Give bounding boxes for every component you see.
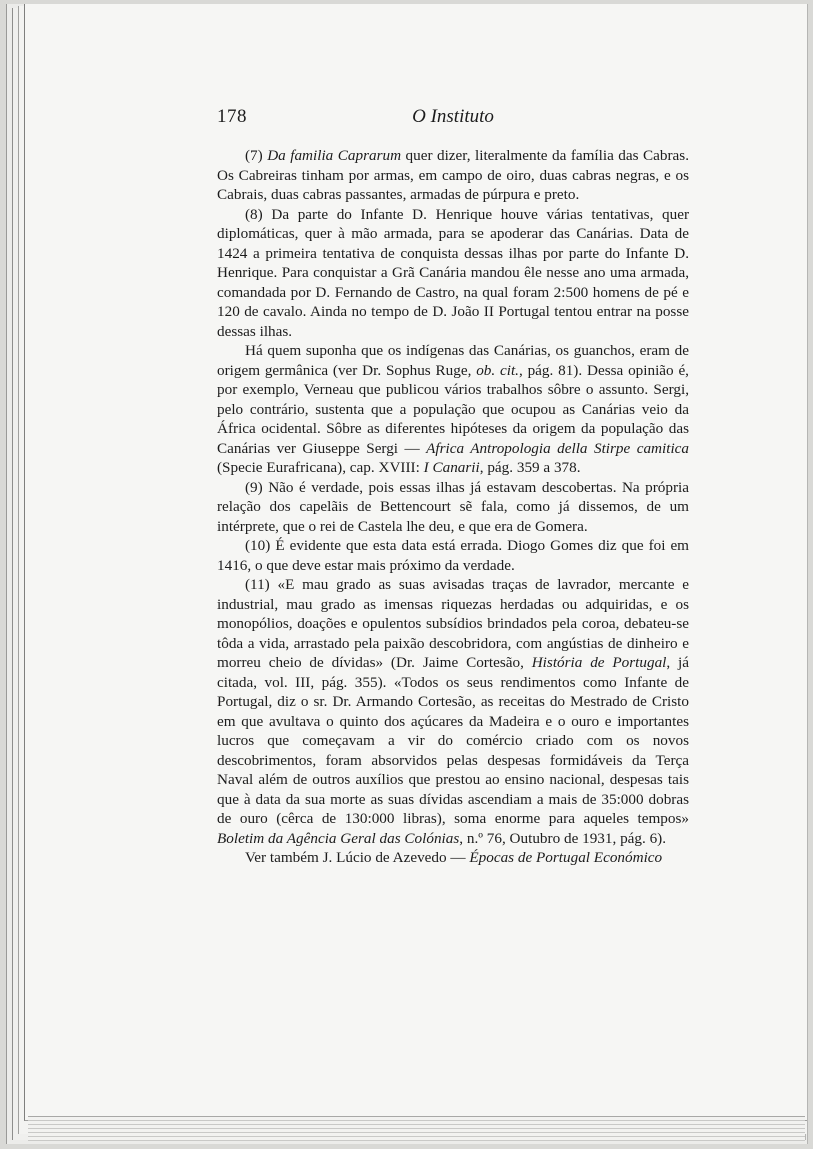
text-run: Não é verdade, pois essas ilhas já estavam descobertas. Na própria relação dos capelãis de Bettencourt sẽ fala, como já dissemos, de um intérprete, que o rei de Castela lhe deu, e que era de Gomera. <box>217 478 690 535</box>
footnote-marker: (11) <box>245 576 270 593</box>
text-run: , já citada, vol. III, pág. 355). «Todos os seus rendimentos como Infante de Portugal, diz o sr. Dr. Armando Cortesão, as receitas do Mestrado de Cristo em que avultava o quinto dos açúcares da Madeira e o ouro e importantes lucros que começavam a vir do comércio criado com os novos descobrimentos, foram absorvidos pelas despesas formidáveis da Terça Naval além de outros auxílios que prestou ao ensino nacional, despesas tais que à data da sua morte as suas dívidas ascendiam a mais de 35:000 dobras de ouro (cêrca de 130:000 libras), soma enorme para aqueles tempos» <box>217 654 689 827</box>
footnote-paragraph <box>217 478 689 537</box>
page-header <box>217 106 689 134</box>
italic-citation: Épocas de Portugal Económico <box>469 849 663 866</box>
text-run: , pág. 81). Dessa opinião é, por exemplo, Verneau que publicou vários trabalhos sôbre o assunto. Sergi, pelo contrário, sustenta que a população que ocupou as Canárias veio da África ocidental. Sôbre as diferentes hipóteses da origem da população das Canárias ver Giuseppe Sergi — <box>217 361 689 457</box>
footnote-paragraph <box>217 146 689 205</box>
text-run: (Specie Eurafricana), cap. XVIII: <box>217 459 424 476</box>
text-run: «E mau grado as suas avisadas traças de lavrador, mercante e industrial, mau grado as imensas riquezas herdadas ou adquiridas, e os monopólios, doações e opulentos subsídios brindados pela coroa, debateu-se tôda a vida, arrastado pela paixão descobridora, com angústias de dinheiro e morreu cheio de dívidas» (Dr. Jaime Cortesão, <box>217 576 690 671</box>
footnote-marker: (8) <box>245 205 263 223</box>
italic-citation: Boletim da Agência Geral das Colónias <box>217 829 460 847</box>
page-number: 178 <box>217 106 247 127</box>
text-run: É evidente que esta data está errada. Diogo Gomes diz que foi em 1416, o que deve estar mais próximo da verdade. <box>217 537 689 574</box>
italic-citation: Da familia Caprarum <box>267 147 402 164</box>
italic-citation: ob. cit. <box>476 361 519 379</box>
text-run: Ver também J. Lúcio de Azevedo — <box>245 849 470 866</box>
italic-citation: História de Portugal <box>531 654 667 671</box>
footnotes-text <box>217 146 689 868</box>
text-run: Há quem suponha que os indígenas das Canárias, os guanchos, eram de origem germânica (ver Dr. Sophus Ruge, <box>217 342 689 379</box>
footnote-paragraph <box>217 575 689 848</box>
italic-citation: Africa Antropologia della Stirpe camitica <box>426 439 689 457</box>
running-title: O Instituto <box>412 106 494 127</box>
text-run: Da parte do Infante D. Henrique houve várias tentativas, quer diplomáticas, quer à mão armada, para se apoderar das Canárias. Data de 1424 a primeira tentativa de conquista dessas ilhas por parte do Infante D. Henrique. Para conquistar a Grã Canária mandou êle nesse ano uma armada, comandada por D. Fernando de Castro, na qual foram 2:500 homens de pé e 120 de cavalo. Ainda no tempo de D. João II Portugal tentou entrar na posse dessas ilhas. <box>217 205 689 340</box>
text-run: quer dizer, literalmente da família das Cabras. Os Cabreiras tinham por armas, em campo de oiro, duas cabras negras, e os Cabrais, duas cabras passantes, armadas de púrpura e preto. <box>217 147 689 203</box>
footnote-marker: (10) <box>245 537 271 554</box>
page-stack-bottom-edges <box>28 1116 805 1141</box>
footnote-paragraph <box>217 205 689 342</box>
footnote-continuation-paragraph <box>217 341 689 478</box>
footnote-marker: (9) <box>245 478 263 496</box>
footnote-paragraph <box>217 536 689 575</box>
text-run: , n.º 76, Outubro de 1931, pág. 6). <box>459 829 667 847</box>
italic-citation: I Canarii <box>423 459 480 476</box>
text-run: , pág. 359 a 378. <box>479 459 581 476</box>
footnote-marker: (7) <box>245 147 263 164</box>
footnote-continuation-paragraph <box>217 848 689 868</box>
